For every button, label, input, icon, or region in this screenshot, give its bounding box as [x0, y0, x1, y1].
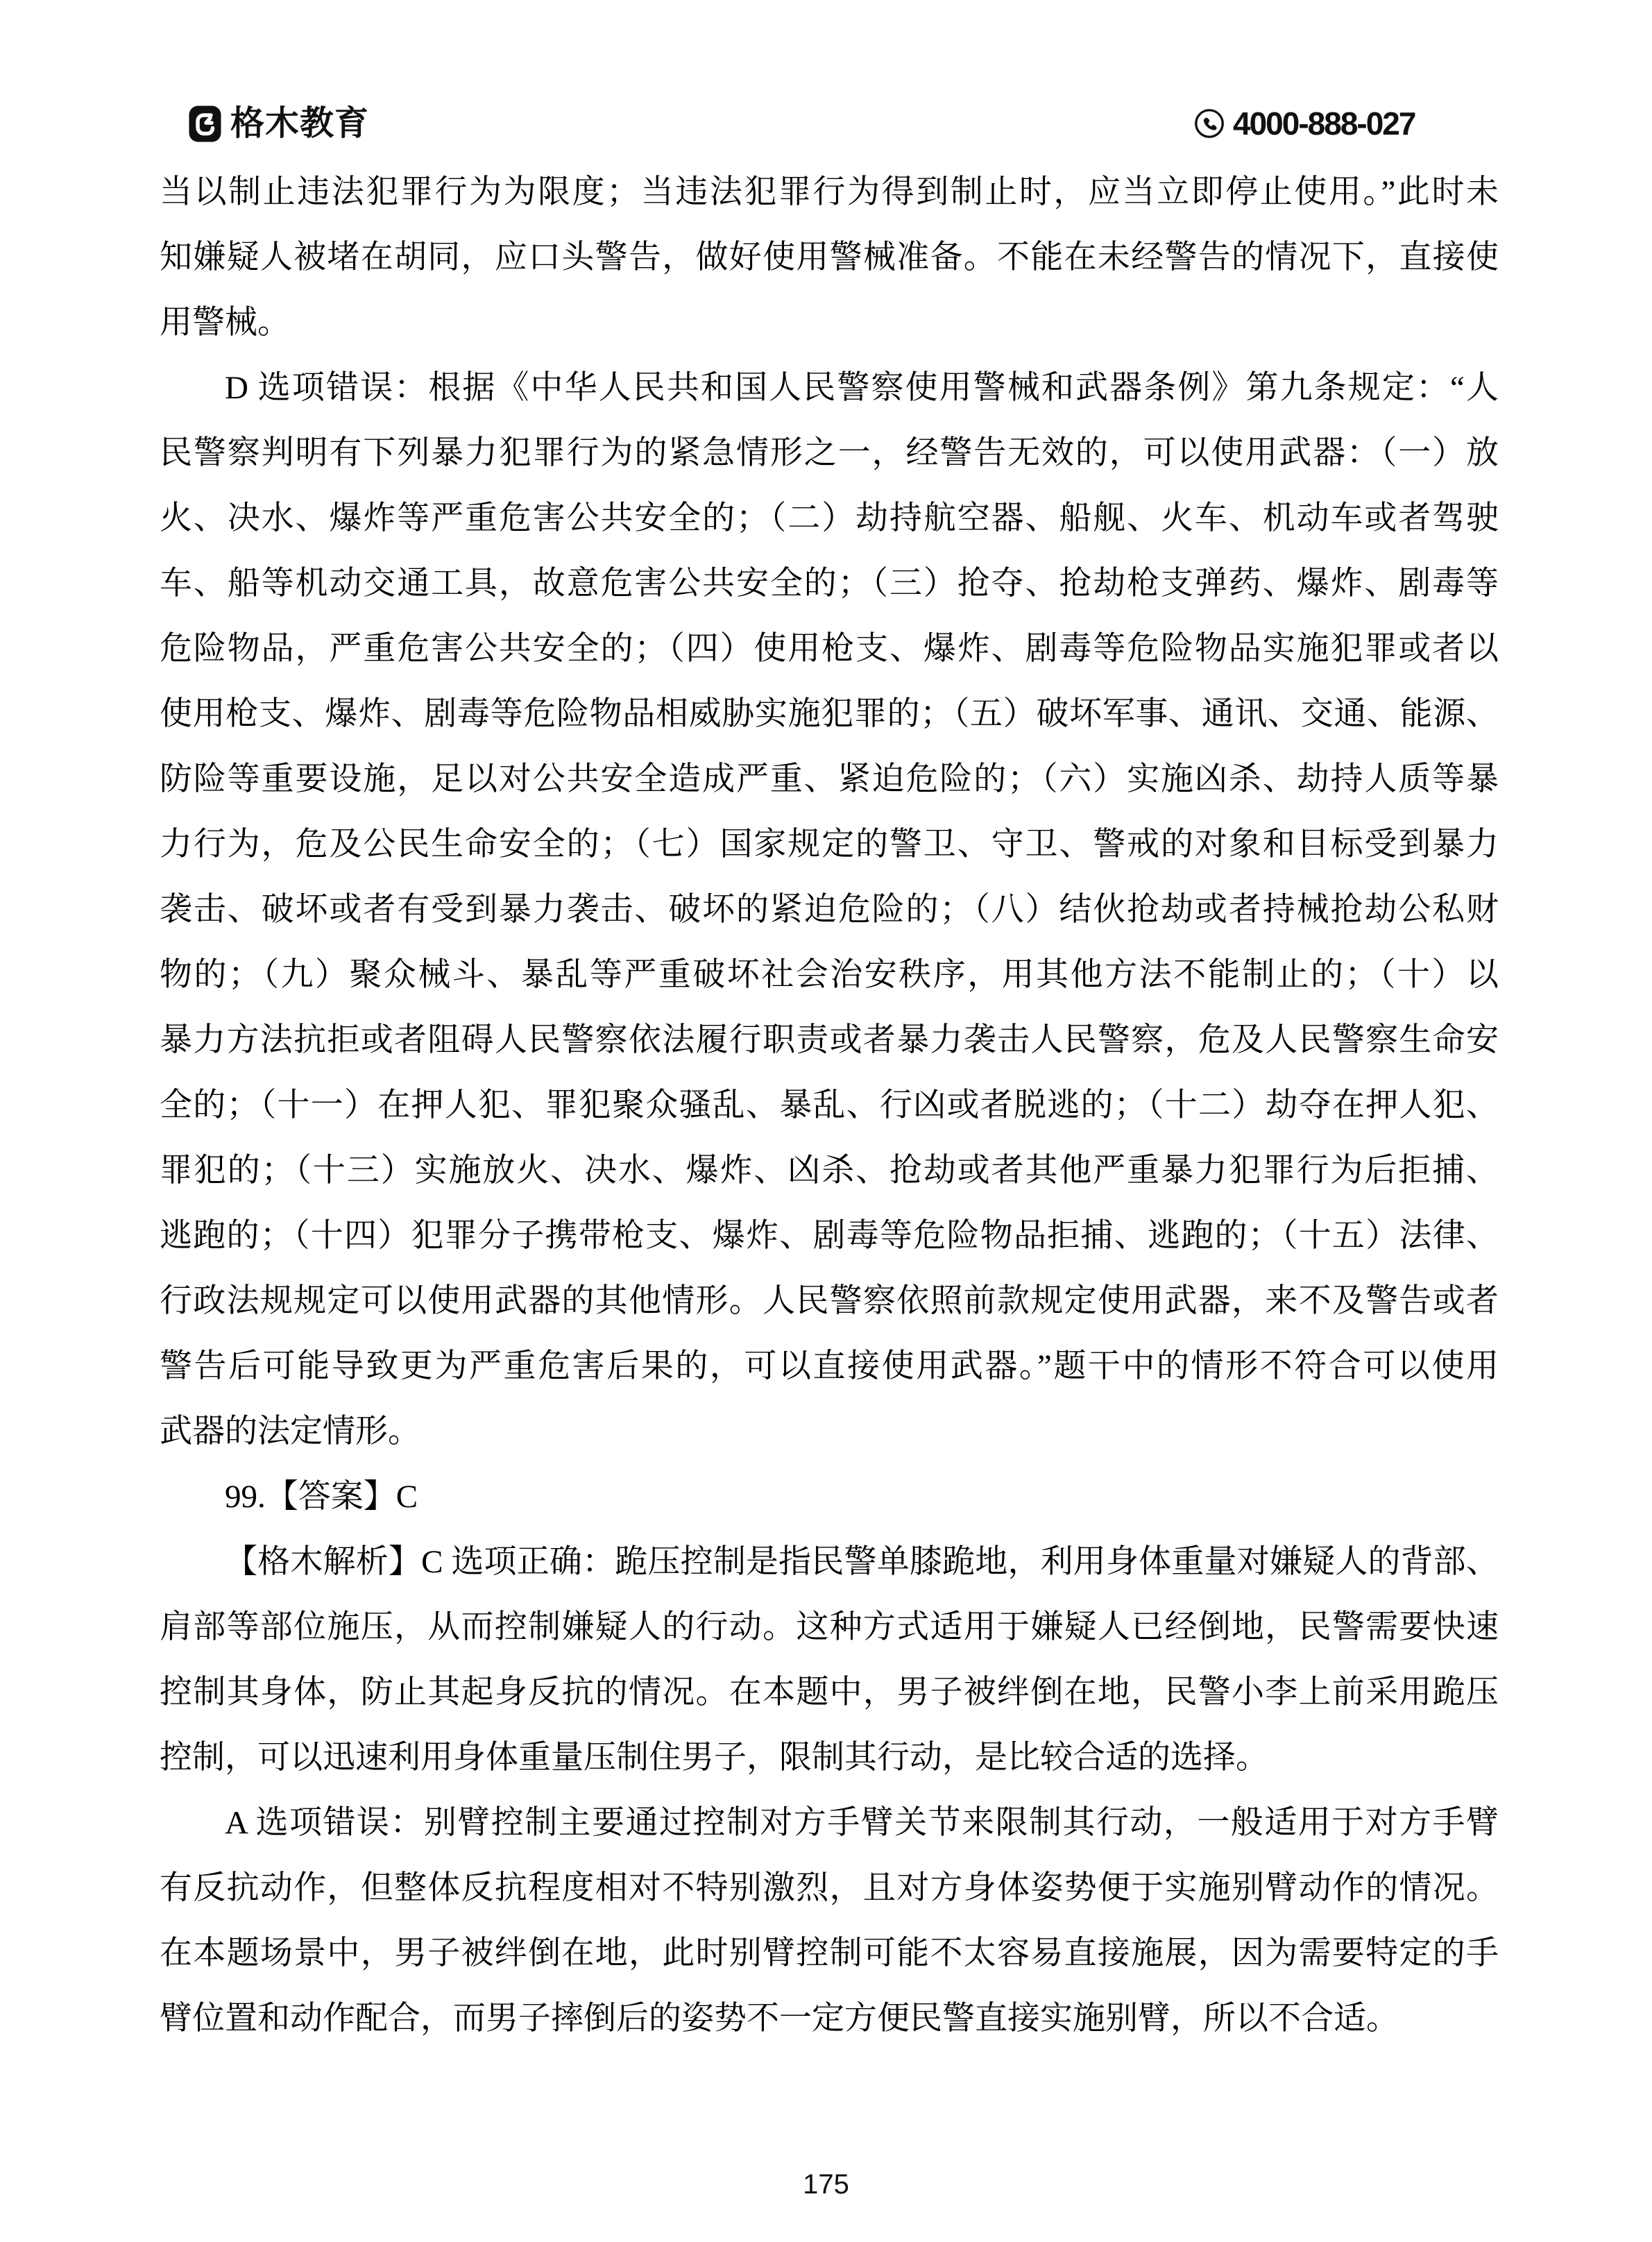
- text-line: 火、决水、爆炸等严重危害公共安全的；（二）劫持航空器、船舰、火车、机动车或者驾驶: [160, 500, 1499, 536]
- text-line: 控制其身体，防止其起身反抗的情况。在本题中，男子被绊倒在地，民警小李上前采用跪压: [160, 1674, 1499, 1710]
- text-line: 在本题场景中，男子被绊倒在地，此时别臂控制可能不太容易直接施展，因为需要特定的手: [160, 1935, 1499, 1971]
- text-line: 物的；（九）聚众械斗、暴乱等严重破坏社会治安秩序，用其他方法不能制止的；（十）以: [160, 957, 1499, 993]
- text-line: 罪犯的；（十三）实施放火、决水、爆炸、凶杀、抢劫或者其他严重暴力犯罪行为后拒捕、: [160, 1153, 1499, 1189]
- text-line: 99.【答案】C: [225, 1479, 418, 1515]
- text-line: 危险物品，严重危害公共安全的；（四）使用枪支、爆炸、剧毒等危险物品实施犯罪或者以: [160, 631, 1499, 667]
- text-line: 肩部等部位施压，从而控制嫌疑人的行动。这种方式适用于嫌疑人已经倒地，民警需要快速: [160, 1609, 1499, 1645]
- text-line: 警告后可能导致更为严重危害后果的，可以直接使用武器。”题干中的情形不符合可以使用: [160, 1348, 1499, 1384]
- text-line: 控制，可以迅速利用身体重量压制住男子，限制其行动，是比较合适的选择。: [160, 1740, 1268, 1776]
- header-phone: [1193, 105, 1415, 142]
- text-line: 行政法规规定可以使用武器的其他情形。人民警察依照前款规定使用武器，来不及警告或者: [160, 1283, 1499, 1319]
- text-line: 全的；（十一）在押人犯、罪犯聚众骚乱、暴乱、行凶或者脱逃的；（十二）劫夺在押人犯、: [160, 1087, 1499, 1123]
- text-line: 民警察判明有下列暴力犯罪行为的紧急情形之一，经警告无效的，可以使用武器：（一）放: [160, 435, 1499, 471]
- text-line: 使用枪支、爆炸、剧毒等危险物品相威胁实施犯罪的；（五）破坏军事、通讯、交通、能源、: [160, 696, 1499, 732]
- phone-number: 4000-888-027: [1233, 105, 1415, 142]
- document-body: [160, 160, 1499, 2051]
- text-line: 臂位置和动作配合，而男子摔倒后的姿势不一定方便民警直接实施别臂，所以不合适。: [160, 2001, 1399, 2037]
- text-line: 力行为，危及公民生命安全的；（七）国家规定的警卫、守卫、警戒的对象和目标受到暴力: [160, 826, 1499, 863]
- text-line: 车、船等机动交通工具，故意危害公共安全的；（三）抢夺、抢劫枪支弹药、爆炸、剧毒等: [160, 566, 1499, 602]
- text-line: D 选项错误：根据《中华人民共和国人民警察使用警械和武器条例》第九条规定：“人: [225, 370, 1499, 406]
- brand-name: 格木教育: [230, 105, 370, 142]
- page-number: 175: [803, 2169, 849, 2200]
- page-footer: [0, 2169, 1652, 2200]
- text-line: 有反抗动作，但整体反抗程度相对不特别激烈，且对方身体姿势便于实施别臂动作的情况。: [160, 1870, 1499, 1906]
- text-line: 袭击、破坏或者有受到暴力袭击、破坏的紧迫危险的；（八）结伙抢劫或者持械抢劫公私财: [160, 892, 1499, 928]
- text-line: 武器的法定情形。: [160, 1413, 420, 1450]
- page-header-brand: [189, 104, 369, 143]
- gemu-logo-icon: [189, 105, 221, 142]
- text-line: 逃跑的；（十四）犯罪分子携带枪支、爆炸、剧毒等危险物品拒捕、逃跑的；（十五）法律、: [160, 1218, 1499, 1254]
- text-line: 暴力方法抗拒或者阻碍人民警察依法履行职责或者暴力袭击人民警察，危及人民警察生命安: [160, 1022, 1499, 1058]
- text-line: A 选项错误：别臂控制主要通过控制对方手臂关节来限制其行动，一般适用于对方手臂: [225, 1805, 1499, 1841]
- text-line: 防险等重要设施，足以对公共安全造成严重、紧迫危险的；（六）实施凶杀、劫持人质等暴: [160, 761, 1499, 797]
- text-line: 用警械。: [160, 305, 290, 341]
- phone-icon: [1193, 108, 1225, 139]
- text-line: 知嫌疑人被堵在胡同，应口头警告，做好使用警械准备。不能在未经警告的情况下，直接使: [160, 239, 1499, 275]
- text-line: 【格木解析】C 选项正确：跪压控制是指民警单膝跪地，利用身体重量对嫌疑人的背部、: [225, 1544, 1499, 1580]
- text-line: 当以制止违法犯罪行为为限度；当违法犯罪行为得到制止时，应当立即停止使用。”此时未: [160, 174, 1499, 210]
